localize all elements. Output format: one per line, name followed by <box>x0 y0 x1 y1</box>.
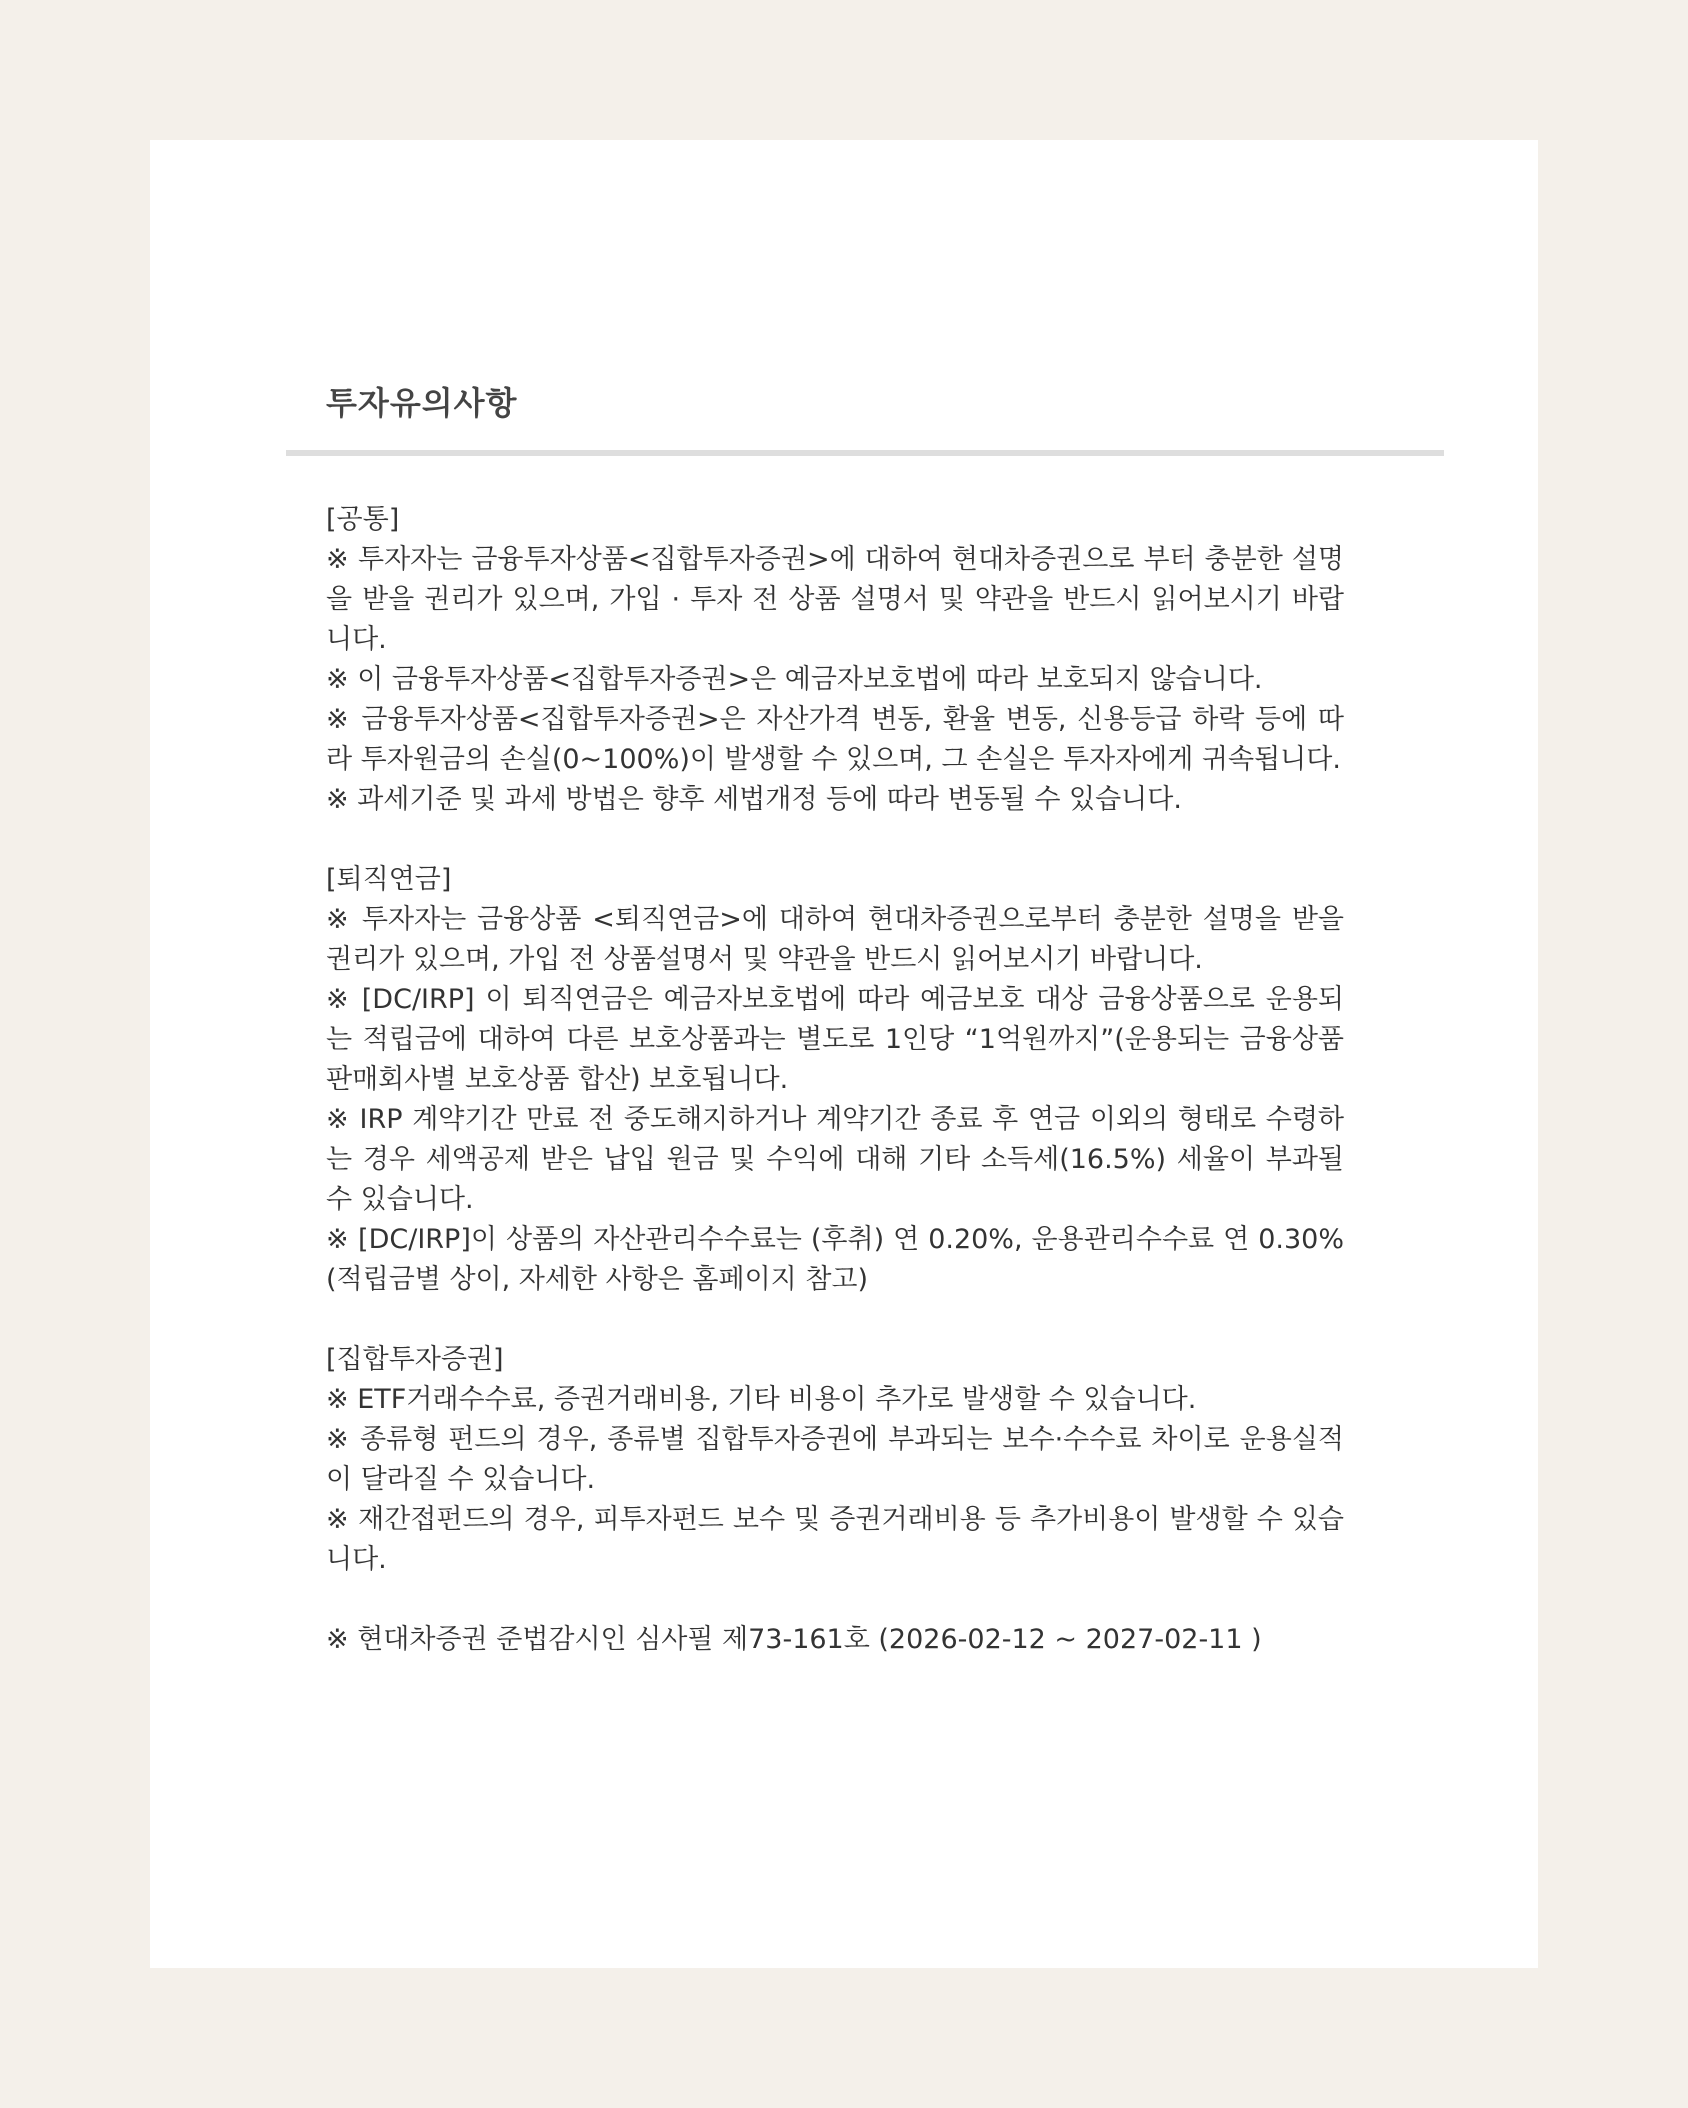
notice-item: ※ 종류형 펀드의 경우, 종류별 집합투자증권에 부과되는 보수·수수료 차이로 운용실적이 달라질 수 있습니다. <box>326 1424 1344 1495</box>
notice-item: ※ ETF거래수수료, 증권거래비용, 기타 비용이 추가로 발생할 수 있습니다. <box>326 1384 1197 1415</box>
section-heading: [공통] <box>326 504 400 535</box>
section-retirement-pension <box>326 860 1344 1300</box>
notice-item: ※ 투자자는 금융투자상품<집합투자증권>에 대하여 현대차증권으로 부터 충분한 설명을 받을 권리가 있으며, 가입 · 투자 전 상품 설명서 및 약관을 반드시 읽어보시기 바랍니다. <box>326 544 1344 655</box>
section-common <box>326 500 1344 820</box>
section-heading: [집합투자증권] <box>326 1344 504 1375</box>
notice-item: ※ 과세기준 및 과세 방법은 향후 세법개정 등에 따라 변동될 수 있습니다. <box>326 784 1182 815</box>
notice-content <box>326 500 1344 1660</box>
notice-item: ※ 재간접펀드의 경우, 피투자펀드 보수 및 증권거래비용 등 추가비용이 발생할 수 있습니다. <box>326 1504 1344 1575</box>
title-divider <box>286 450 1444 456</box>
notice-item: ※ [DC/IRP] 이 퇴직연금은 예금자보호법에 따라 예금보호 대상 금융상품으로 운용되는 적립금에 대하여 다른 보호상품과는 별도로 1인당 “1억원까지”(운용되는 금융상품 판매회사별 보호상품 합산) 보호됩니다. <box>326 984 1344 1095</box>
notice-item: ※ 이 금융투자상품<집합투자증권>은 예금자보호법에 따라 보호되지 않습니다. <box>326 664 1263 695</box>
notice-card <box>150 140 1538 1968</box>
notice-item: ※ [DC/IRP]이 상품의 자산관리수수료는 (후취) 연 0.20%, 운용관리수수료 연 0.30%(적립금별 상이, 자세한 사항은 홈페이지 참고) <box>326 1224 1344 1295</box>
compliance-note: ※ 현대차증권 준법감시인 심사필 제73-161호 (2026-02-12 ~ 2027-02-11 ) <box>326 1624 1262 1655</box>
section-collective-investment <box>326 1340 1344 1580</box>
page-title: 투자유의사항 <box>326 384 518 422</box>
notice-item: ※ 투자자는 금융상품 <퇴직연금>에 대하여 현대차증권으로부터 충분한 설명을 받을 권리가 있으며, 가입 전 상품설명서 및 약관을 반드시 읽어보시기 바랍니다. <box>326 904 1344 975</box>
notice-item: ※ 금융투자상품<집합투자증권>은 자산가격 변동, 환율 변동, 신용등급 하락 등에 따라 투자원금의 손실(0~100%)이 발생할 수 있으며, 그 손실은 투자자에게 귀속됩니다. <box>326 704 1344 775</box>
notice-item: ※ IRP 계약기간 만료 전 중도해지하거나 계약기간 종료 후 연금 이외의 형태로 수령하는 경우 세액공제 받은 납입 원금 및 수익에 대해 기타 소득세(16.5%) 세율이 부과될 수 있습니다. <box>326 1104 1344 1215</box>
section-heading: [퇴직연금] <box>326 864 452 895</box>
